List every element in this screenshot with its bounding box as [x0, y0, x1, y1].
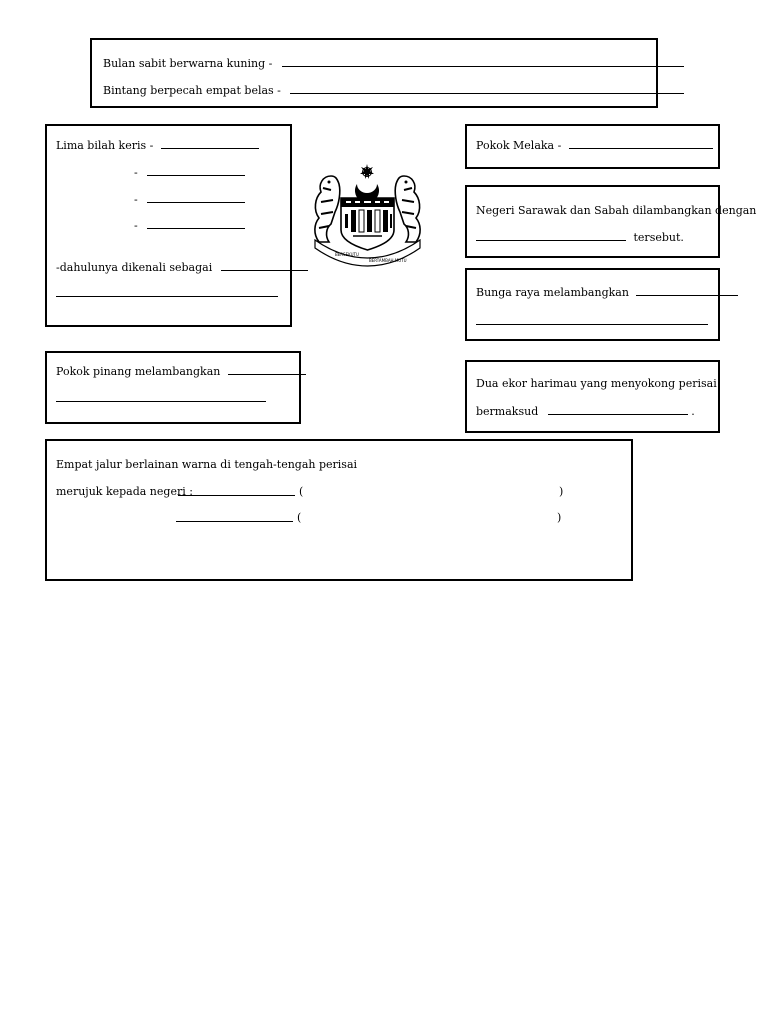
star-answer-blank[interactable]: [290, 83, 684, 94]
hibiscus-question-box: [465, 268, 720, 341]
tigers-question: [476, 377, 717, 391]
areca-tree-answer-blank-1[interactable]: [228, 364, 306, 375]
stripes-answer-blank-2[interactable]: [176, 511, 293, 522]
formerly-known-label: -dahulunya dikenali sebagai: [56, 261, 213, 274]
tigers-question-box: [465, 360, 720, 433]
areca-tree-answer-row-2: [56, 391, 266, 406]
stripes-label: Empat jalur berlainan warna di tengah-tengah perisai: [56, 458, 358, 471]
tigers-period: .: [691, 405, 695, 418]
star-label: Bintang berpecah empat belas -: [103, 84, 281, 97]
sarawak-sabah-answer-blank[interactable]: [476, 230, 626, 241]
crescent-star-icon: [355, 164, 379, 203]
right-tiger-icon: [395, 176, 420, 242]
sarawak-sabah-question-box: [465, 185, 757, 258]
keris-question: [56, 138, 259, 153]
hibiscus-answer-row-2: [476, 314, 708, 329]
crescent-label: Bulan sabit berwarna kuning -: [103, 57, 273, 70]
formerly-known-blank-2[interactable]: [56, 286, 278, 297]
sarawak-sabah-label: Negeri Sarawak dan Sabah dilambangkan dengan: [476, 204, 757, 217]
keris-answer-blank-4[interactable]: [147, 218, 245, 229]
tigers-label: Dua ekor harimau yang menyokong perisai: [476, 377, 717, 390]
coat-of-arms-emblem: [305, 158, 430, 273]
stripes-row-1: [56, 485, 193, 499]
stripes-question-box: [45, 439, 633, 581]
keris-question-box: [45, 124, 292, 327]
formerly-known-blank-1[interactable]: [221, 260, 308, 271]
stripes-question: [56, 458, 357, 472]
tigers-answer-blank[interactable]: [548, 404, 688, 415]
sarawak-sabah-question: [476, 204, 756, 218]
melaka-tree-question: [476, 138, 713, 153]
melaka-tree-answer-blank[interactable]: [569, 138, 713, 149]
stripes-answer-blank-1[interactable]: [178, 485, 295, 496]
keris-label: Lima bilah keris -: [56, 139, 154, 152]
open-paren: (: [297, 511, 302, 524]
hibiscus-question: [476, 285, 738, 300]
star-question: [103, 83, 684, 98]
motto-right-text: BERTAMBAH MUTU: [369, 258, 407, 263]
areca-tree-question-box: [45, 351, 301, 424]
close-paren: ): [557, 511, 562, 524]
hibiscus-answer-blank-2[interactable]: [476, 314, 708, 325]
sarawak-sabah-answer-row: [476, 230, 684, 245]
melaka-tree-label: Pokok Melaka -: [476, 139, 562, 152]
tigers-answer-row: [476, 404, 695, 419]
formerly-known-question: [56, 260, 308, 275]
keris-answer-blank-1[interactable]: [161, 138, 259, 149]
keris-row-4: [134, 218, 245, 233]
crescent-question: [103, 56, 684, 71]
melaka-tree-question-box: [465, 124, 720, 169]
left-tiger-icon: [315, 176, 340, 242]
states-label: merujuk kepada negeri :: [56, 485, 193, 498]
motto-left-text: BERSEKUTU: [335, 252, 359, 257]
hibiscus-answer-blank-1[interactable]: [636, 285, 738, 296]
dash-label: -: [134, 219, 138, 232]
close-paren: ): [559, 485, 564, 498]
keris-row-3: [134, 192, 245, 207]
keris-answer-blank-3[interactable]: [147, 192, 245, 203]
crescent-answer-blank[interactable]: [282, 56, 684, 67]
tigers-meaning-label: bermaksud: [476, 405, 539, 418]
top-question-box: [90, 38, 658, 108]
hibiscus-label: Bunga raya melambangkan: [476, 286, 629, 299]
keris-answer-blank-2[interactable]: [147, 165, 245, 176]
sarawak-sabah-tail: tersebut.: [633, 231, 684, 244]
dash-label: -: [134, 166, 138, 179]
keris-row-2: [134, 165, 245, 180]
shield-icon: [341, 198, 394, 250]
areca-tree-answer-blank-2[interactable]: [56, 391, 266, 402]
dash-label: -: [134, 193, 138, 206]
formerly-known-row-2: [56, 286, 278, 301]
areca-tree-question: [56, 364, 306, 379]
open-paren: (: [299, 485, 304, 498]
areca-tree-label: Pokok pinang melambangkan: [56, 365, 221, 378]
